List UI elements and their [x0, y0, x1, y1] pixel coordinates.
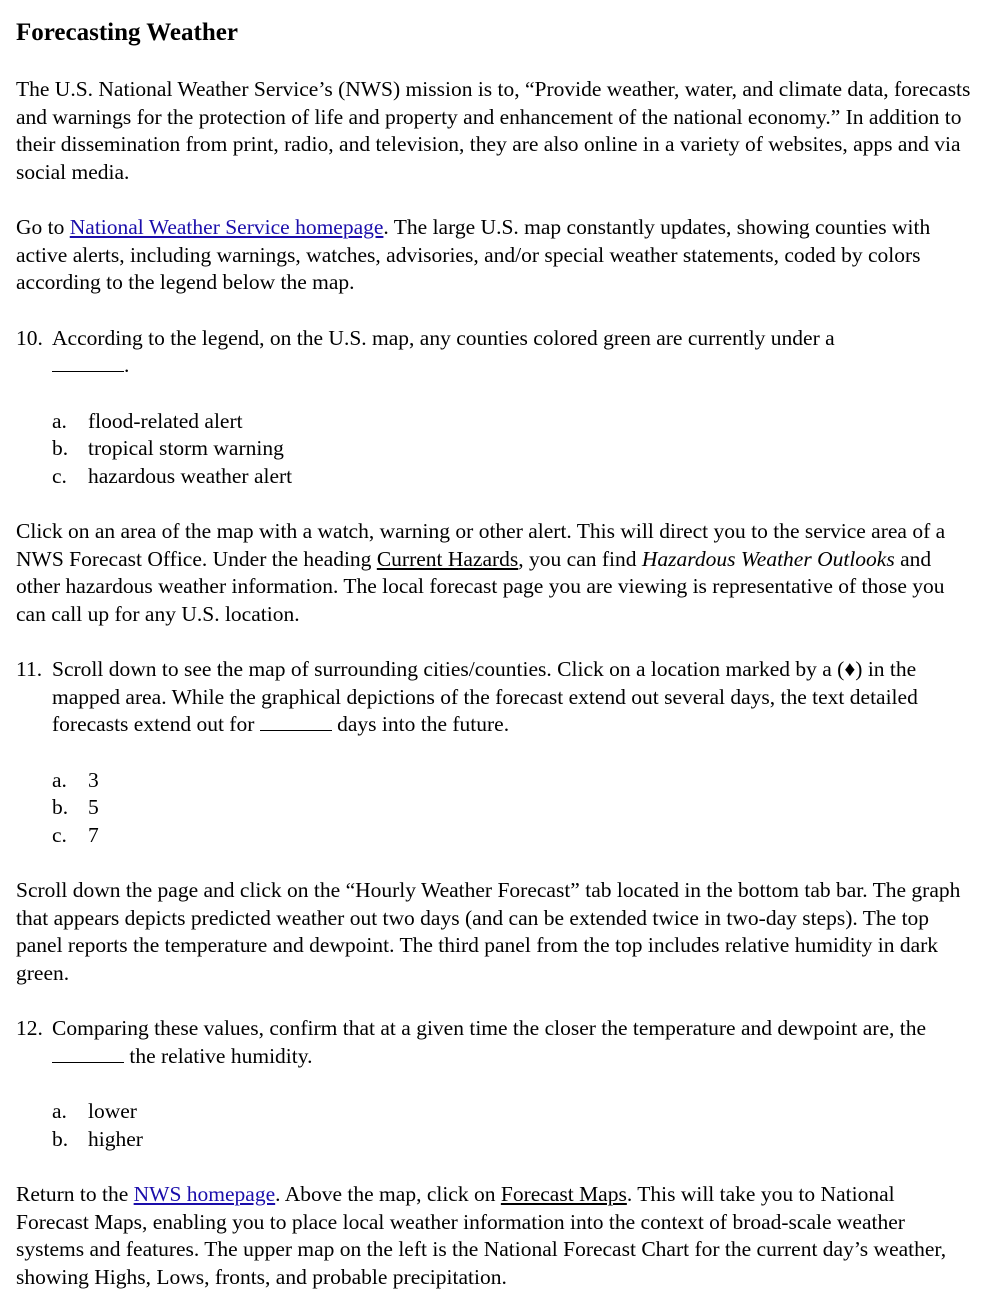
choice-text: higher [88, 1126, 143, 1151]
question-end: . [124, 353, 130, 377]
click-part3: and other hazardous weather information. The local forecast page you are viewing is representative of those you can call up for any U.S. location. [16, 546, 945, 626]
answer-blank [52, 353, 124, 372]
return-paragraph [16, 1181, 972, 1291]
choice-letter: b. [52, 436, 69, 460]
click-paragraph [16, 518, 972, 628]
question-text: Scroll down to see the map of surrounding cities/counties. Click on a location marked by a (♦) in the mapped area. While the graphical depictions of the forecast extend out several days, the text detailed forecasts extend out for [52, 657, 918, 736]
choice-item [52, 794, 972, 822]
click-part1: Click on an area of the map with a watch, warning or other alert. This will direct you to the service area of a NWS Forecast Office. Under the heading [16, 519, 946, 571]
click-part2: , you can find [518, 546, 642, 571]
choice-item [52, 408, 972, 436]
page-title: Forecasting Weather [16, 19, 238, 46]
question-10-blank-line [16, 352, 972, 380]
intro-paragraph: The U.S. National Weather Service’s (NWS) mission is to, “Provide weather, water, and climate data, forecasts and warnings for the protection of life and property and enhancement of the national economy.” In addition to their dissemination from print, radio, and television, they are also online in a variety of websites, apps and via social media. [16, 77, 971, 184]
choice-text: 5 [88, 795, 99, 819]
choice-letter: c. [52, 822, 67, 847]
choice-letter: c. [52, 463, 67, 488]
choice-text: flood-related alert [88, 408, 243, 433]
current-hazards-heading: Current Hazards [376, 546, 519, 571]
question-10 [16, 325, 972, 353]
scroll-paragraph: Scroll down the page and click on the “Hourly Weather Forecast” tab located in the bottom tab bar. The graph that appears depicts predicted weather out two days (and can be extended twice in two-day steps). The top panel reports the temperature and dewpoint. The third panel from the top includes relative humidity in dark green. [16, 878, 961, 985]
choice-text: lower [88, 1099, 137, 1123]
question-12 [16, 1015, 972, 1070]
choice-item [52, 1098, 972, 1126]
choice-item [52, 463, 972, 491]
question-11 [16, 656, 972, 739]
choice-letter: b. [52, 795, 69, 819]
goto-paragraph [16, 214, 972, 297]
answer-blank [260, 712, 332, 731]
question-number: 10. [16, 325, 43, 350]
return-prefix: Return to the [16, 1182, 134, 1206]
question-text: According to the legend, on the U.S. map, any counties colored green are currently under a [52, 325, 835, 350]
choice-text: 7 [88, 822, 99, 847]
answer-blank [52, 1044, 124, 1063]
question-12-choices [16, 1098, 972, 1153]
return-middle: . Above the map, click on [275, 1182, 501, 1206]
choice-letter: b. [52, 1126, 69, 1151]
hazardous-weather-outlooks: Hazardous Weather Outlooks [641, 546, 895, 571]
choice-letter: a. [52, 408, 67, 433]
question-number: 11. [16, 657, 43, 681]
goto-prefix: Go to [16, 215, 70, 239]
question-number: 12. [16, 1016, 43, 1040]
choice-letter: a. [52, 767, 67, 792]
choice-item [52, 435, 972, 463]
question-text: Comparing these values, confirm that at a given time the closer the temperature and dewpoint are, the [52, 1016, 927, 1040]
nws-homepage-link-2[interactable]: NWS homepage [133, 1182, 276, 1206]
choice-item [52, 767, 972, 795]
question-10-choices [16, 408, 972, 491]
question-11-choices [16, 767, 972, 850]
goto-suffix: . The large U.S. map constantly updates, showing counties with active alerts, including warnings, watches, advisories, and/or special weather statements, coded by colors according to the legend below the map. [16, 215, 931, 294]
forecast-maps-link[interactable]: Forecast Maps [500, 1182, 627, 1206]
choice-item [52, 1126, 972, 1154]
choice-letter: a. [52, 1099, 67, 1123]
choice-item [52, 822, 972, 850]
return-suffix: . This will take you to National Forecast Maps, enabling you to place local weather information into the context of broad-scale weather systems and features. The upper map on the left is the National Forecast Chart for the current day’s weather, showing Highs, Lows, fronts, and probable precipitation. [16, 1182, 947, 1289]
nws-homepage-link[interactable]: National Weather Service homepage [69, 215, 384, 239]
question-text-after: days into the future. [337, 712, 510, 736]
choice-text: tropical storm warning [88, 436, 284, 460]
choice-text: 3 [88, 767, 99, 792]
choice-text: hazardous weather alert [88, 463, 293, 488]
question-text-after: the relative humidity. [129, 1043, 313, 1068]
